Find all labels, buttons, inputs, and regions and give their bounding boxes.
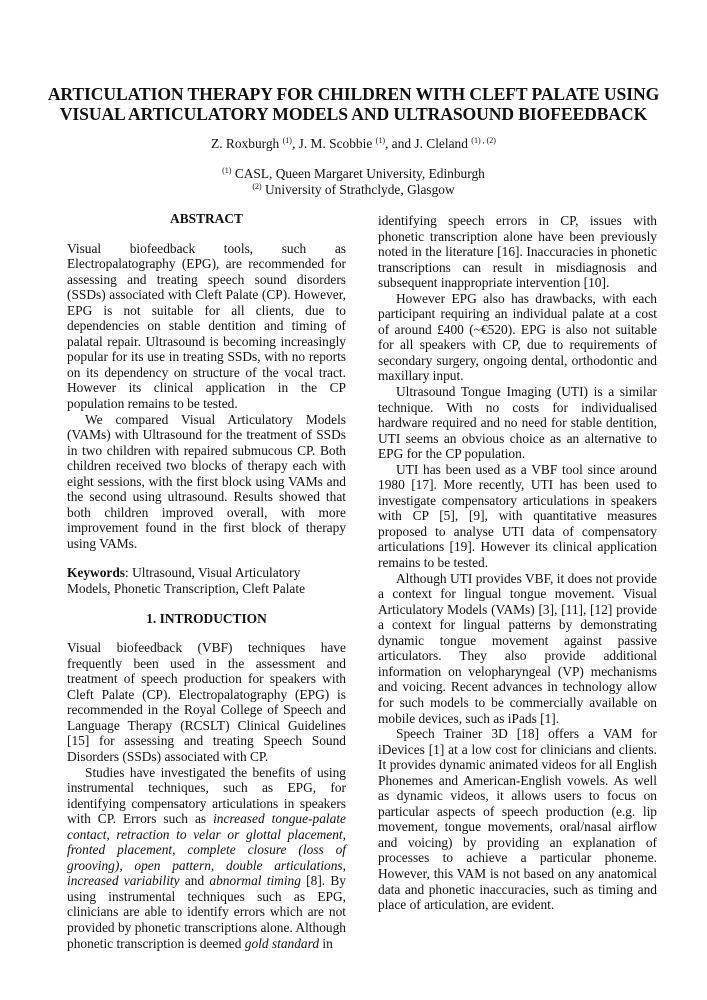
affiliation-marker: (2) (252, 182, 262, 191)
keywords-text: : Ultrasound, Visual Articulatory Models, Phonetic Transcription, Cleft Palate (67, 565, 306, 597)
intro-paragraph: Ultrasound Tongue Imaging (UTI) is a similar technique. With no costs for individualised hardware required and no need for stable dentition, UTI seems an obvious choice as an alternative to EPG for the CP population. (378, 384, 657, 462)
paper-title (0, 84, 707, 124)
keywords-label: Keywords (67, 565, 126, 581)
text-run: and (179, 873, 210, 889)
author-name: J. M. Scobbie (298, 136, 373, 151)
intro-paragraph: However EPG also has drawbacks, with each participant requiring an individual palate at a cost of around £400 (~€520). EPG is also not suitable for all speakers with CP, due to requirements of secondary surgery, ongoing dental, orthodontic and maxillary input. (378, 290, 657, 384)
section-heading-introduction: 1. INTRODUCTION (146, 610, 267, 626)
italic-run: gold standard (244, 935, 320, 951)
text-run: in (319, 935, 333, 951)
author-name: Z. Roxburgh (211, 136, 280, 151)
affiliation-line (0, 166, 707, 182)
affiliation-marker: (1) (222, 166, 232, 175)
author-separator: , (291, 136, 299, 151)
text-run: Studies have investigated the benefits of using instrumental techniques, such as EPG, for identifying compensatory articulations in speakers with CP. Errors such as (67, 764, 346, 827)
intro-paragraph: UTI has been used as a VBF tool since around 1980 [17]. More recently, UTI has been used to investigate compensatory articulations in speakers with CP [5], [9], with quantitative measures proposed to analyse UTI data of compensatory articulations [19]. However its clinical application remains to be tested. (378, 461, 657, 571)
right-column (378, 213, 657, 913)
italic-run: increased tongue-palate contact, retraction to velar or glottal placement, fronted placement, complete closure (loss of grooving), open pattern, double articulations, increased variability (67, 811, 346, 889)
affiliations (0, 166, 707, 198)
intro-paragraph: Visual biofeedback (VBF) techniques have frequently been used in the assessment and treatment of speech production for speakers with Cleft Palate (CP). Electropalatography (EPG) is recommended in the Royal College of Speech and Language Therapy (RCSLT) Clinical Guidelines [15] for assessing and treating Speech Sound Disorders (SSDs) associated with CP. (67, 640, 346, 764)
keywords (67, 565, 346, 596)
affiliation-text: University of Strathclyde, Glasgow (261, 182, 455, 197)
left-column (67, 211, 346, 951)
text-run: [8]. By using instrumental techniques such as EPG, clinicians are able to identify errors which are not provided by phonetic transcriptions alone. Although phonetic transcription is deemed (67, 873, 347, 951)
affiliation-text: CASL, Queen Margaret University, Edinburgh (231, 166, 485, 181)
affiliation-line (0, 182, 707, 198)
title-line-1: ARTICULATION THERAPY FOR CHILDREN WITH CLEFT PALATE USING (47, 84, 660, 104)
author-separator: , and (384, 136, 415, 151)
abstract-paragraph: Visual biofeedback tools, such as Electropalatography (EPG), are recommended for assessing and treating speech sound disorders (SSDs) associated with Cleft Palate (CP). However, EPG is not suitable for all clients, due to dependencies on stable dentition and timing of palatal repair. Ultrasound is becoming increasingly popular for its use in treating SSDs, with no reports on its dependency on structure of the vocal tract. However its clinical application in the CP population remains to be tested. (67, 240, 346, 412)
author-name: J. Cleland (414, 136, 468, 151)
abstract-paragraph: We compared Visual Articulatory Models (VAMs) with Ultrasound for the treatment of SSDs in two children with repaired submucous CP. Both children received two blocks of therapy each with eight sessions, with the first block using VAMs and the second using ultrasound. Results showed that both children improved overall, with more improvement found in the first block of therapy using VAMs. (67, 411, 346, 551)
title-line-2: VISUAL ARTICULATORY MODELS AND ULTRASOUND BIOFEEDBACK (59, 104, 648, 124)
affiliation-marker: (1) , (2) (471, 136, 496, 145)
italic-run: abnormal timing (209, 873, 301, 889)
affiliation-marker: (1) (282, 136, 292, 145)
abstract-heading: ABSTRACT (170, 211, 243, 226)
intro-paragraph: Although UTI provides VBF, it does not provide a context for lingual tongue movement. Visual Articulatory Models (VAMs) [3], [11], [12] provide a context for lingual patterns by demonstrating dynamic tongue movement against passive articulators. They also provide additional information on velopharyngeal (VP) mechanisms and voicing. Recent advances in technology allow for such models to be commercially available on mobile devices, such as iPads [1]. (378, 570, 657, 726)
intro-paragraph (67, 765, 346, 952)
affiliation-marker: (1) (375, 136, 385, 145)
author-list (0, 136, 707, 152)
intro-paragraph: Speech Trainer 3D [18] offers a VAM for iDevices [1] at a low cost for clinicians and clients. It provides dynamic animated videos for all English Phonemes and American-English vowels. As well as dynamic videos, it allows users to focus on particular aspects of speech production (e.g. lip movement, tongue movements, oral/nasal airflow and voicing) by providing an explanation of processes to achieve a particular phoneme. However, this VAM is not based on any anatomical data and phonetic inaccuracies, such as timing and place of articulation, are evident. (378, 726, 657, 913)
intro-paragraph-continued: identifying speech errors in CP, issues with phonetic transcription alone have been previously noted in the literature [16]. Inaccuracies in phonetic transcriptions can result in misdiagnosis and subsequent inappropriate intervention [10]. (378, 213, 657, 291)
